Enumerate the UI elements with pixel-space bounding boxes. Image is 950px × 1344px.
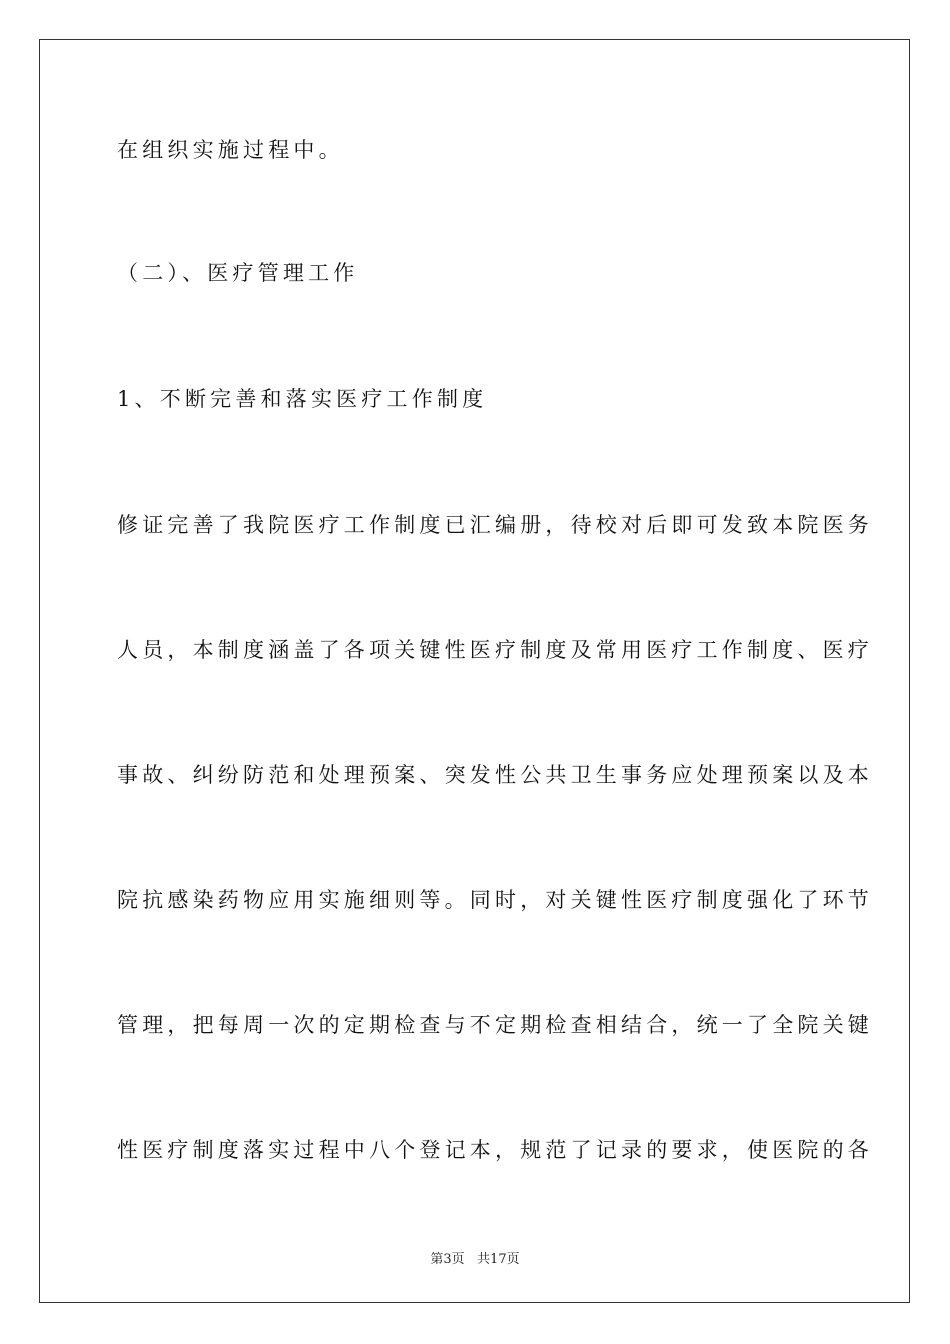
paragraph-line: 院抗感染药物应用实施细则等。同时，对关键性医疗制度强化了环节 bbox=[117, 888, 873, 912]
paragraph-line: 管理，把每周一次的定期检查与不定期检查相结合，统一了全院关键 bbox=[117, 1013, 873, 1037]
paragraph-line: 性医疗制度落实过程中八个登记本，规范了记录的要求，使医院的各 bbox=[117, 1138, 873, 1162]
paragraph-line: 人员，本制度涵盖了各项关键性医疗制度及常用医疗工作制度、医疗 bbox=[117, 638, 873, 662]
page-footer: 第3页 共17页 bbox=[430, 1252, 520, 1267]
subsection-heading: 1、不断完善和落实医疗工作制度 bbox=[117, 387, 488, 411]
paragraph-line: 事故、纠纷防范和处理预案、突发性公共卫生事务应处理预案以及本 bbox=[117, 763, 873, 787]
page-frame bbox=[39, 39, 910, 1303]
paragraph-line: 在组织实施过程中。 bbox=[117, 138, 344, 162]
section-heading: （二）、医疗管理工作 bbox=[117, 261, 359, 285]
paragraph-line: 修证完善了我院医疗工作制度已汇编册，待校对后即可发致本院医务 bbox=[117, 513, 873, 537]
